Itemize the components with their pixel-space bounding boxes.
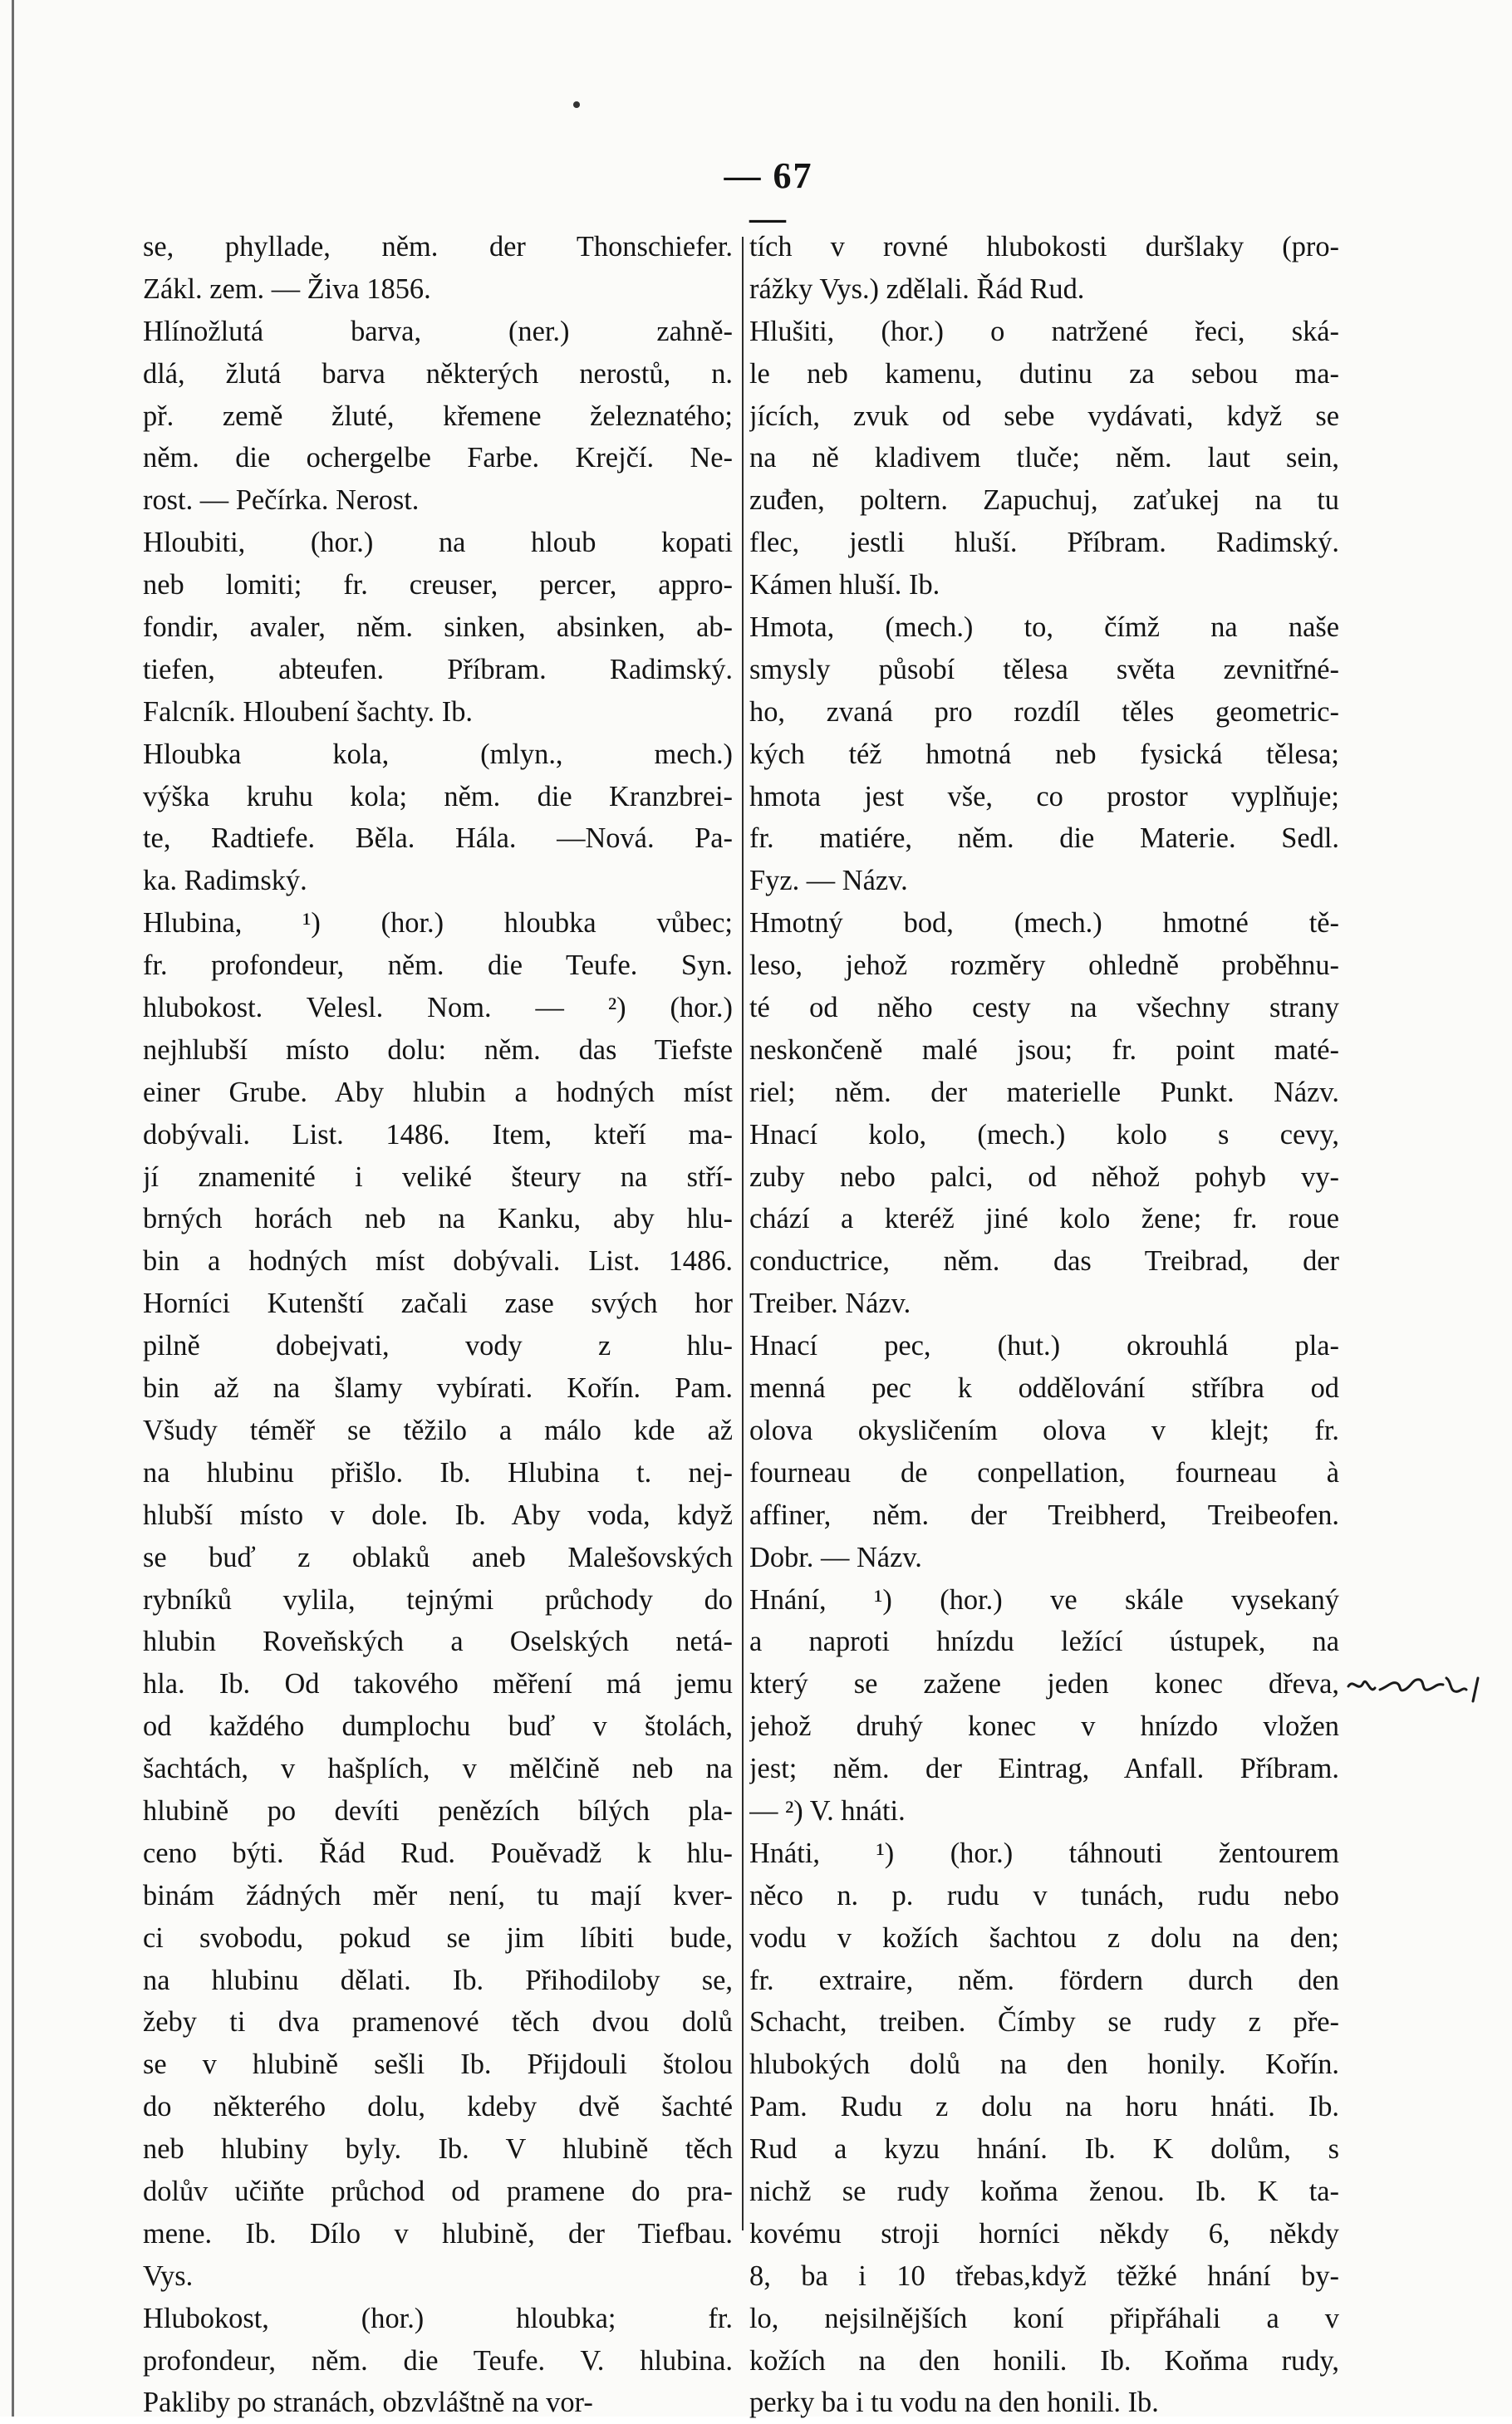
left-column-line: binám žádných měr není, tu mají kver-: [143, 1879, 733, 1911]
left-column: [143, 226, 733, 2424]
right-column-line: Fyz. — Názv.: [749, 865, 908, 897]
right-column-line: Treiber. Názv.: [749, 1288, 911, 1320]
left-column-line: od každého dumplochu buď v štolách,: [143, 1710, 733, 1743]
left-column-line: profondeur, něm. die Teufe. V. hlubina.: [143, 2344, 733, 2377]
left-column-line: Horníci Kutenští začali zase svých hor: [143, 1288, 733, 1320]
left-column-line: ka. Radimský.: [143, 865, 307, 897]
right-column-line: affiner, něm. der Treibherd, Treibeofen.: [749, 1499, 1339, 1531]
left-column-line: něm. die ochergelbe Farbe. Krejčí. Ne-: [143, 442, 733, 474]
right-column-line: Hmotný bod, (mech.) hmotné tě-: [749, 907, 1339, 940]
right-column-line: fr. matiére, něm. die Materie. Sedl.: [749, 822, 1339, 855]
left-column-line: Hlubokost, (hor.) hloubka; fr.: [143, 2302, 733, 2334]
left-column-line: rybníků vylila, tejnými průchody do: [143, 1583, 733, 1616]
left-column-line: hlubší místo v dole. Ib. Aby voda, když: [143, 1499, 733, 1531]
left-column-line: Vys.: [143, 2260, 194, 2292]
right-column-line: jících, zvuk od sebe vydávati, když se: [749, 400, 1339, 432]
left-column-line: dobývali. List. 1486. Item, kteří ma-: [143, 1118, 733, 1151]
left-column-line: hla. Ib. Od takového měření má jemu: [143, 1668, 733, 1700]
right-column-line: nichž se rudy koňma ženou. Ib. K ta-: [749, 2175, 1339, 2207]
right-column-line: kožích na den honili. Ib. Koňma rudy,: [749, 2344, 1339, 2377]
right-column-line: flec, jestli hluší. Příbram. Radimský.: [749, 527, 1339, 559]
left-column-line: se, phyllade, něm. der Thonschiefer.: [143, 231, 733, 263]
left-column-line: rost. — Pečírka. Nerost.: [143, 484, 420, 517]
right-column-line: Dobr. — Názv.: [749, 1541, 922, 1573]
right-column-line: hmota jest vše, co prostor vyplňuje;: [749, 780, 1339, 812]
right-column-line: zuby nebo palci, od něhož pohyb vy-: [749, 1160, 1339, 1193]
left-column-line: te, Radtiefe. Běla. Hála. —Nová. Pa-: [143, 822, 733, 855]
handwritten-annotation-icon: [1342, 1653, 1508, 1711]
left-column-line: pilně dobejvati, vody z hlu-: [143, 1330, 733, 1362]
left-column-line: neb lomiti; fr. creuser, percer, appro-: [143, 569, 733, 601]
right-column-line: Hnání, ¹) (hor.) ve skále vysekaný: [749, 1583, 1339, 1616]
right-column-line: jehož druhý konec v hnízdo vložen: [749, 1710, 1339, 1743]
right-column-line: leso, jehož rozměry ohledně proběhnu-: [749, 949, 1339, 982]
right-column-line: fr. extraire, něm. fördern durch den: [749, 1964, 1339, 1996]
right-column-line: Hnací kolo, (mech.) kolo s cevy,: [749, 1118, 1339, 1151]
left-column-line: einer Grube. Aby hlubin a hodných míst: [143, 1076, 733, 1108]
right-column-line: olova okysličením olova v klejt; fr.: [749, 1414, 1339, 1446]
right-column-line: le neb kamenu, dutinu za sebou ma-: [749, 357, 1339, 390]
right-column-line: na ně kladivem tluče; něm. laut sein,: [749, 442, 1339, 474]
ink-speck: [573, 101, 580, 108]
right-column: [749, 226, 1339, 2424]
right-column-line: fourneau de conpellation, fourneau à: [749, 1456, 1339, 1489]
left-column-line: ceno býti. Řád Rud. Pouěvadž k hlu-: [143, 1837, 733, 1869]
page-number: — 67 —: [724, 155, 813, 238]
left-column-line: nejhlubší místo dolu: něm. das Tiefste: [143, 1033, 733, 1066]
right-column-line: Schacht, treiben. Čímby se rudy z pře-: [749, 2006, 1339, 2039]
right-column-line: kých též hmotná neb fysická tělesa;: [749, 738, 1339, 770]
left-column-line: se v hlubině sešli Ib. Přijdouli štolou: [143, 2049, 733, 2081]
left-column-line: dlá, žlutá barva některých nerostů, n.: [143, 357, 733, 390]
left-column-line: šachtách, v hašplích, v mělčině neb na: [143, 1753, 733, 1785]
right-column-line: Hlušiti, (hor.) o natržené řeci, ská-: [749, 315, 1339, 347]
right-column-line: rážky Vys.) zdělali. Řád Rud.: [749, 272, 1085, 305]
left-column-line: Hlubina, ¹) (hor.) hloubka vůbec;: [143, 907, 733, 940]
right-column-line: neskončeně malé jsou; fr. point maté-: [749, 1033, 1339, 1066]
left-column-line: Hloubka kola, (mlyn., mech.): [143, 738, 733, 770]
left-column-line: Hloubiti, (hor.) na hloub kopati: [143, 527, 733, 559]
left-column-line: př. země žluté, křemene železnatého;: [143, 400, 733, 432]
left-column-line: neb hlubiny byly. Ib. V hlubině těch: [143, 2133, 733, 2166]
right-column-line: něco n. p. rudu v tunách, rudu nebo: [749, 1879, 1339, 1911]
left-column-line: hlubin Roveňských a Oselských netá-: [143, 1626, 733, 1658]
right-column-line: lo, nejsilnějších koní připřáhali a v: [749, 2302, 1339, 2334]
right-column-line: Hnací pec, (hut.) okrouhlá pla-: [749, 1330, 1339, 1362]
right-column-line: tích v rovné hlubokosti duršlaky (pro-: [749, 231, 1339, 263]
left-column-line: do některého dolu, kdeby dvě šachté: [143, 2091, 733, 2123]
right-column-line: 8, ba i 10 třebas,když těžké hnání by-: [749, 2260, 1339, 2292]
right-column-line: zuđen, poltern. Zapuchuj, zaťukej na tu: [749, 484, 1339, 517]
left-column-line: hlubokost. Velesl. Nom. — ²) (hor.): [143, 992, 733, 1024]
page-edge-line: [12, 0, 14, 2417]
left-column-line: na hlubinu přišlo. Ib. Hlubina t. nej-: [143, 1456, 733, 1489]
right-column-line: který se zažene jeden konec dřeva,: [749, 1668, 1339, 1700]
left-column-line: fr. profondeur, něm. die Teufe. Syn.: [143, 949, 733, 982]
right-column-line: Rud a kyzu hnání. Ib. K dolům, s: [749, 2133, 1339, 2166]
left-column-line: Hlínožlutá barva, (ner.) zahně-: [143, 315, 733, 347]
left-column-line: tiefen, abteufen. Příbram. Radimský.: [143, 653, 733, 685]
right-column-line: smysly působí tělesa světa zevnitřné-: [749, 653, 1339, 685]
right-column-line: té od něho cesty na všechny strany: [749, 992, 1339, 1024]
right-column-line: Kámen hluší. Ib.: [749, 569, 940, 601]
left-column-line: žeby ti dva pramenové těch dvou dolů: [143, 2006, 733, 2039]
left-column-line: brných horách neb na Kanku, aby hlu-: [143, 1203, 733, 1235]
left-column-line: na hlubinu dělati. Ib. Přihodiloby se,: [143, 1964, 733, 1996]
right-column-line: riel; něm. der materielle Punkt. Názv.: [749, 1076, 1339, 1108]
right-column-line: — ²) V. hnáti.: [749, 1794, 906, 1827]
right-column-line: Pam. Rudu z dolu na horu hnáti. Ib.: [749, 2091, 1339, 2123]
left-column-line: Pakliby po stranách, obzvláštně na vor-: [143, 2387, 593, 2419]
right-column-line: jest; něm. der Eintrag, Anfall. Příbram.: [749, 1753, 1339, 1785]
right-column-line: perky ba i tu vodu na den honili. Ib.: [749, 2387, 1159, 2419]
right-column-line: vodu v kožích šachtou z dolu na den;: [749, 1921, 1339, 1954]
right-column-line: kovému stroji horníci někdy 6, někdy: [749, 2217, 1339, 2250]
left-column-line: hlubině po devíti penězích bílých pla-: [143, 1794, 733, 1827]
right-column-line: chází a kteréž jiné kolo žene; fr. roue: [749, 1203, 1339, 1235]
right-column-line: Hmota, (mech.) to, čímž na naše: [749, 611, 1339, 644]
right-column-line: a naproti hnízdu ležící ústupek, na: [749, 1626, 1339, 1658]
left-column-line: dolův učiňte průchod od pramene do pra-: [143, 2175, 733, 2207]
left-column-line: bin až na šlamy vybírati. Kořín. Pam.: [143, 1372, 733, 1405]
column-divider: [742, 237, 744, 2230]
right-column-line: menná pec k oddělování stříbra od: [749, 1372, 1339, 1405]
right-column-line: Hnáti, ¹) (hor.) táhnouti žentourem: [749, 1837, 1339, 1869]
left-column-line: se buď z oblaků aneb Malešovských: [143, 1541, 733, 1573]
left-column-line: Falcník. Hloubení šachty. Ib.: [143, 695, 474, 728]
left-column-line: jí znamenité i veliké šteury na stří-: [143, 1160, 733, 1193]
right-column-line: ho, zvaná pro rozdíl těles geometric-: [749, 695, 1339, 728]
right-column-line: hlubokých dolů na den honily. Kořín.: [749, 2049, 1339, 2081]
left-column-line: bin a hodných míst dobývali. List. 1486.: [143, 1245, 733, 1278]
left-column-line: výška kruhu kola; něm. die Kranzbrei-: [143, 780, 733, 812]
left-column-line: Všudy téměř se těžilo a málo kde až: [143, 1414, 733, 1446]
left-column-line: ci svobodu, pokud se jim líbiti bude,: [143, 1921, 733, 1954]
left-column-line: mene. Ib. Dílo v hlubině, der Tiefbau.: [143, 2217, 733, 2250]
right-column-line: conductrice, něm. das Treibrad, der: [749, 1245, 1339, 1278]
left-column-line: fondir, avaler, něm. sinken, absinken, ab-: [143, 611, 733, 644]
left-column-line: Zákl. zem. — Živa 1856.: [143, 272, 431, 305]
